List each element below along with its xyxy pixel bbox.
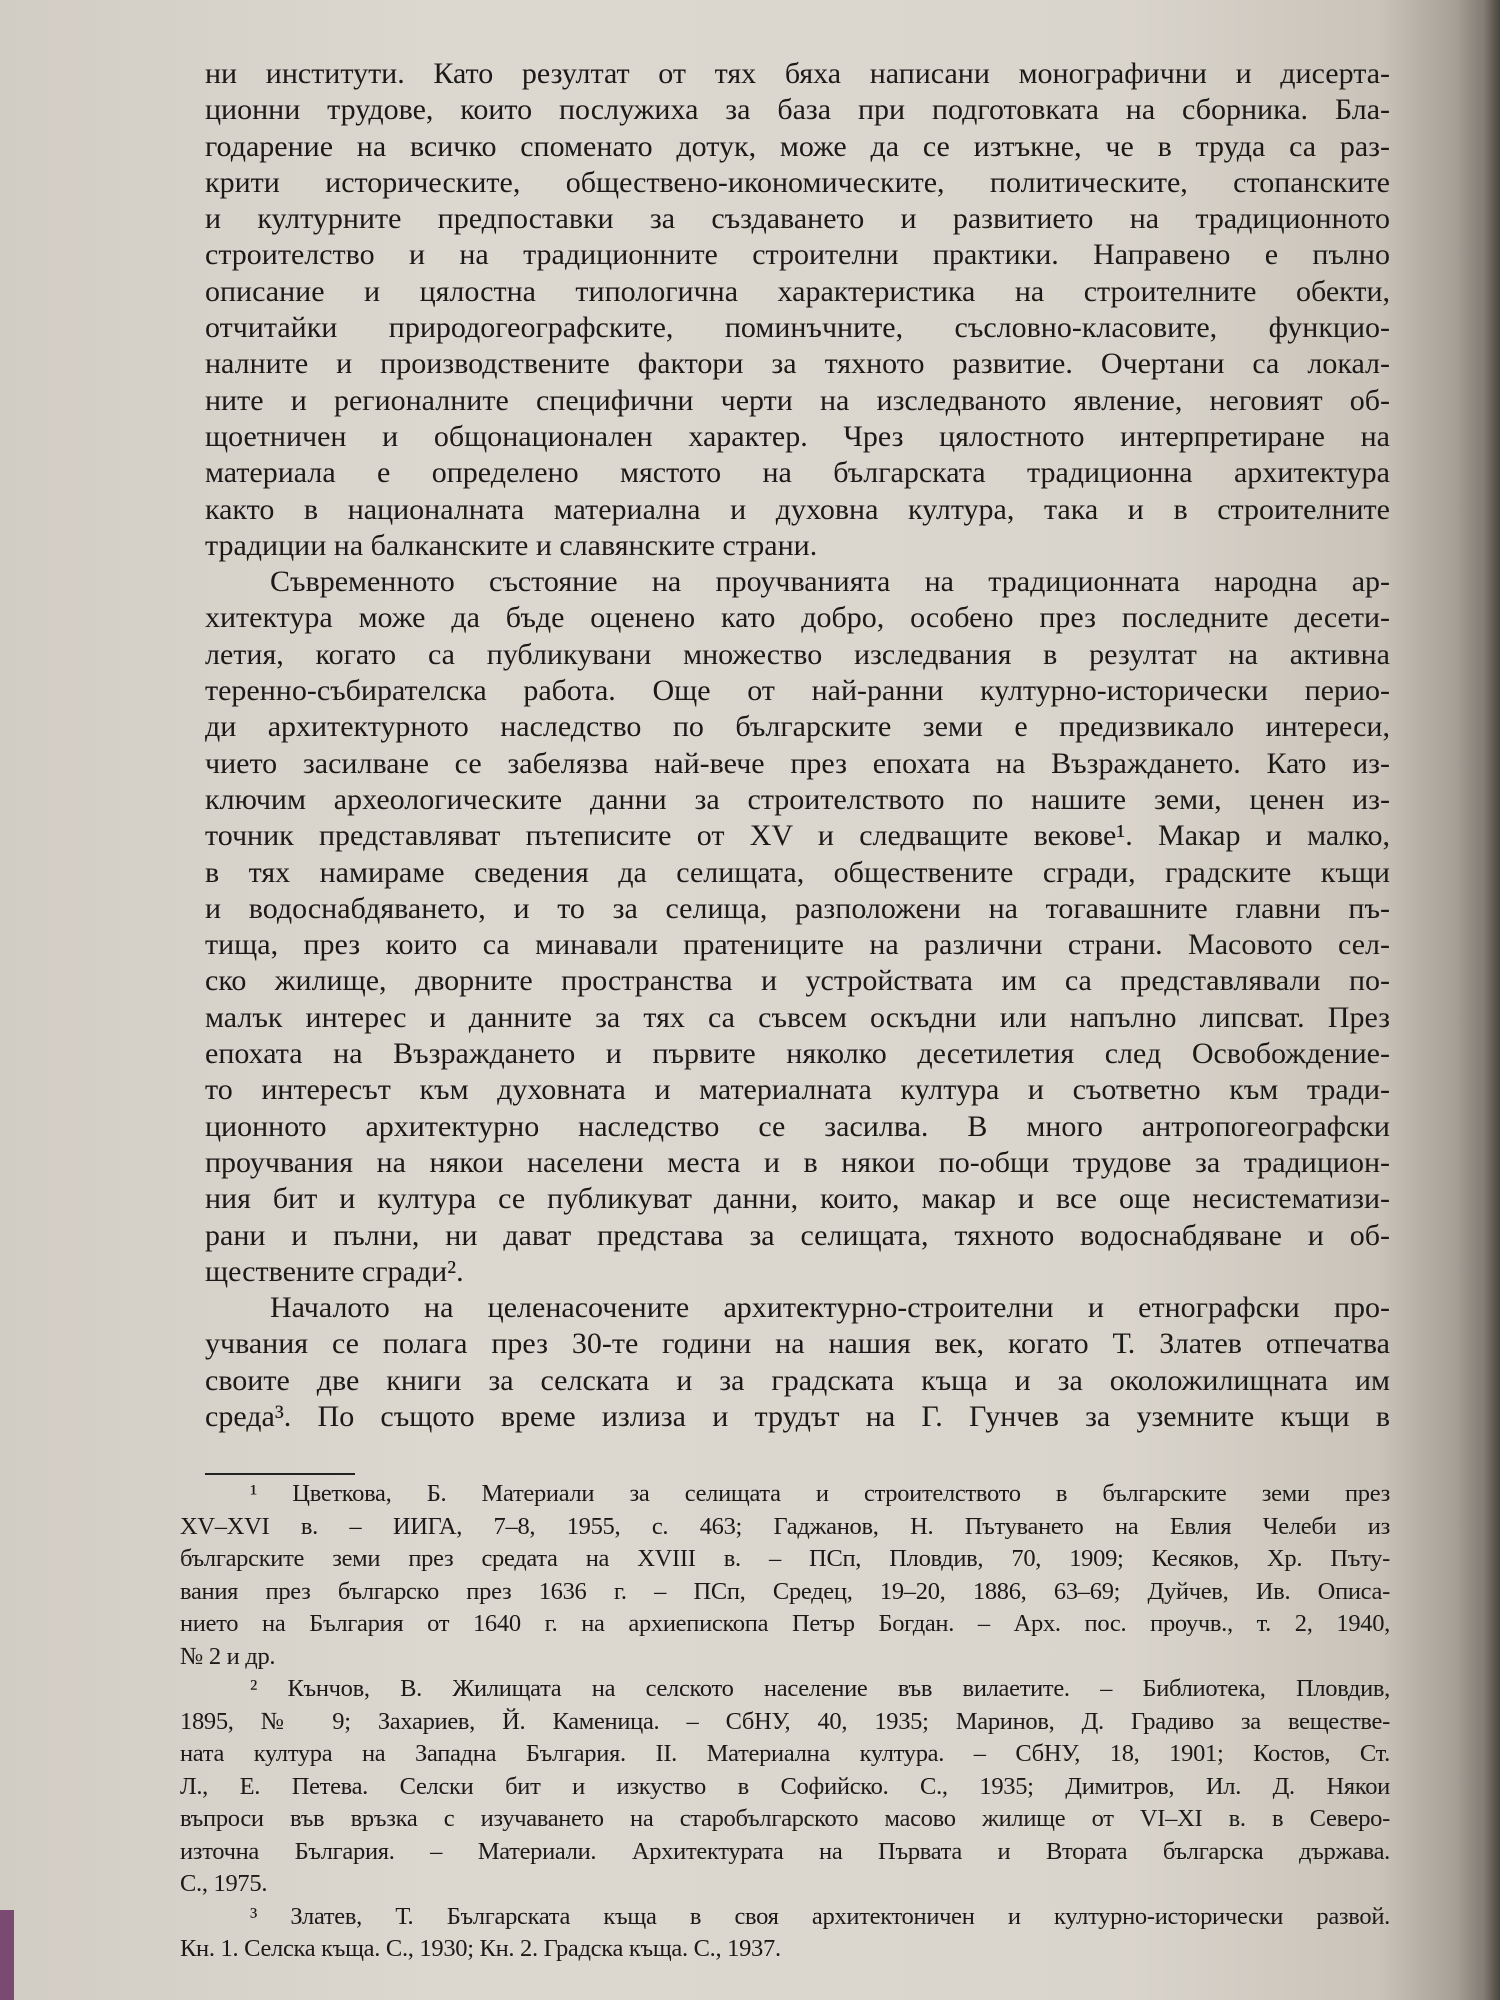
text-line: ния бит и култура се публикуват данни, които, макар и все още несистематизи-: [205, 1182, 1390, 1216]
text-line: налните и производствените фактори за тяхното развитие. Очертани са локал-: [205, 347, 1390, 381]
text-line: ните и регионалните специфични черти на изследваното явление, неговият об-: [205, 383, 1390, 417]
footnote-line: въпроси във връзка с изучаването на старобългарското масово жилище от VI–XI в. в Северо-: [180, 1805, 1390, 1832]
body-text: [205, 56, 1390, 1435]
footnote-line: ² Кънчов, В. Жилищата на селското население във вилаетите. – Библиотека, Пловдив,: [250, 1675, 1390, 1702]
text-line: своите две книги за селската и за градската къща и за околожилищната им: [205, 1363, 1390, 1397]
text-line: ционни трудове, които послужиха за база при подготовката на сборника. Бла-: [205, 93, 1390, 127]
text-line: крити историческите, обществено-икономическите, политическите, стопанските: [205, 165, 1390, 199]
text-line: ционното архитектурно наследство се засилва. В много антропогеографски: [205, 1109, 1390, 1143]
text-line: летия, когато са публикувани множество изследвания в резултат на активна: [205, 637, 1390, 671]
text-line: материала е определено мястото на българската традиционна архитектура: [205, 456, 1390, 490]
footnote-line: Кн. 1. Селска къща. С., 1930; Кн. 2. Градска къща. С., 1937.: [180, 1935, 781, 1962]
text-line: ключим археологическите данни за строителството по нашите земи, ценен из-: [205, 782, 1390, 816]
text-line: точник представляват пътеписите от XV и следващите векове¹. Макар и малко,: [205, 819, 1390, 853]
footnote-line: С., 1975.: [180, 1870, 268, 1897]
footnote: [180, 1478, 1390, 1673]
paragraph: [205, 1290, 1390, 1435]
text-line: хитектура може да бъде оценено като добро, особено през последните десети-: [205, 601, 1390, 635]
text-line: рани и пълни, ни дават представа за селищата, тяхното водоснабдяване и об-: [205, 1218, 1390, 1252]
text-line: проучвания на някои населени места и в някои по-общи трудове за традицион-: [205, 1145, 1390, 1179]
text-line: Началото на целенасочените архитектурно-строителни и етнографски про-: [270, 1291, 1390, 1325]
text-line: в тях намираме сведения да селищата, обществените сгради, градските къщи: [205, 855, 1390, 889]
footnote-line: 1895, № 9; Захариев, Й. Каменица. – СбНУ, 40, 1935; Маринов, Д. Градиво за веществе-: [180, 1707, 1390, 1735]
footnote-line: вания през българско през 1636 г. – ПСп, Средец, 19–20, 1886, 63–69; Дуйчев, Ив. Описа-: [180, 1577, 1390, 1605]
text-line: годарение на всичко споменато дотук, може да се изтъкне, че в труда са раз-: [205, 129, 1390, 163]
text-line: строителство и на традиционните строителни практики. Направено е пълно: [205, 238, 1390, 272]
text-line: то интересът към духовната и материалната култура и съответно към тради-: [205, 1073, 1390, 1107]
paragraph: [205, 564, 1390, 1290]
text-line: както в националната материална и духовна култура, така и в строителните: [205, 492, 1390, 526]
footnote: [180, 1901, 1390, 1966]
footnote-line: ната култура на Западна България. II. Материална култура. – СбНУ, 18, 1901; Костов, Ст.: [180, 1740, 1390, 1767]
text-line: традиции на балканските и славянските страни.: [205, 528, 818, 562]
footnote-line: източна България. – Материали. Архитектурата на Първата и Втората българска държава.: [180, 1837, 1390, 1865]
page-edge-shadow: [1482, 0, 1500, 2000]
footnote: [180, 1673, 1390, 1901]
text-line: малък интерес и данните за тях са съвсем оскъдни или напълно липсват. През: [205, 1000, 1390, 1034]
footnote-line: ³ Златев, Т. Българската къща в своя архитектоничен и културно-исторически развой.: [250, 1902, 1390, 1930]
footnote-rule: [205, 1473, 355, 1475]
text-line: ско жилище, дворните пространства и устройствата им са представлявали по-: [205, 964, 1390, 998]
footnote-line: № 2 и др.: [180, 1642, 276, 1670]
text-line: епохата на Възраждането и първите няколко десетилетия след Освобождение-: [205, 1037, 1390, 1071]
text-line: учвания се полага през 30-те години на нашия век, когато Т. Златев отпечатва: [205, 1327, 1390, 1361]
text-line: ди архитектурното наследство по българските земи е предизвикало интереси,: [205, 710, 1390, 744]
text-line: Съвременното състояние на проучванията на традиционната народна ар-: [270, 565, 1390, 599]
text-line: чието засилване се забелязва най-вече през епохата на Възраждането. Като из-: [205, 746, 1390, 780]
footnote-line: XV–XVI в. – ИИГА, 7–8, 1955, с. 463; Гаджанов, Н. Пътуването на Евлия Челеби из: [180, 1512, 1390, 1540]
footnote-line: българските земи през средата на XVIII в. – ПСп, Пловдив, 70, 1909; Кесяков, Хр. Пъту-: [180, 1545, 1390, 1572]
footnote-line: ¹ Цветкова, Б. Материали за селищата и строителството в българските земи през: [250, 1480, 1390, 1507]
paragraph: [205, 56, 1390, 564]
text-line: и културните предпоставки за създаването и развитието на традиционното: [205, 202, 1390, 236]
text-line: описание и цялостна типологична характеристика на строителните обекти,: [205, 274, 1390, 308]
text-line: щоетничен и общонационален характер. Чрез цялостното интерпретиране на: [205, 419, 1390, 453]
text-line: ществените сгради².: [205, 1254, 464, 1288]
book-cover-edge: [0, 1910, 14, 2000]
footnote-line: Л., Е. Петева. Селски бит и изкуство в Софийско. С., 1935; Димитров, Ил. Д. Някои: [180, 1772, 1390, 1800]
text-line: отчитайки природогеографските, поминъчните, съсловно-класовите, функцио-: [205, 311, 1390, 345]
text-line: тища, през които са минавали пратениците на различни страни. Масовото сел-: [205, 928, 1390, 962]
text-line: и водоснабдяването, и то за селища, разположени на тогавашните главни пъ-: [205, 891, 1390, 925]
footnote-line: нието на България от 1640 г. на архиепископа Петър Богдан. – Арх. пос. проучв., т. 2, 1940,: [180, 1610, 1390, 1637]
footnotes: [180, 1478, 1390, 1966]
text-line: ни институти. Като резултат от тях бяха написани монографични и дисерта-: [205, 57, 1390, 90]
text-line: теренно-събирателска работа. Още от най-ранни културно-исторически перио-: [205, 674, 1390, 708]
text-line: среда³. По същото време излиза и трудът на Г. Гунчев за уземните къщи в: [205, 1399, 1390, 1433]
